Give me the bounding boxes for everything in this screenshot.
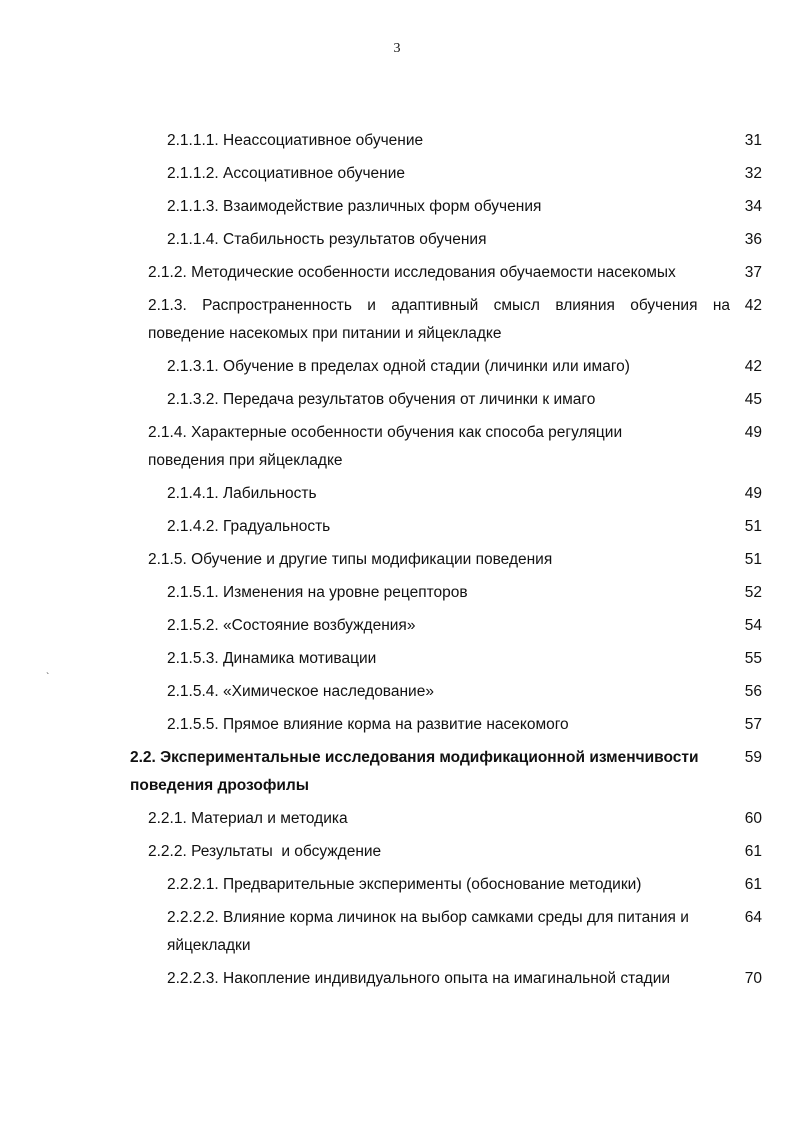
toc-entry[interactable]: [0, 805, 794, 833]
toc-section-entry[interactable]: [0, 744, 794, 800]
toc-entry-title: 2.1.5. Обучение и другие типы модификации поведения: [148, 551, 553, 568]
toc-entry[interactable]: [0, 904, 794, 960]
toc-entry[interactable]: [0, 259, 794, 287]
toc-entry-title: 2.1.3.1. Обучение в пределах одной стадии (личинки или имаго): [167, 358, 630, 375]
toc-entry-page: 36: [744, 231, 762, 248]
toc-entry-title: 2.1.4.1. Лабильность: [167, 485, 317, 502]
toc-entry-title: 2.2.2.3. Накопление индивидуального опыта на имагинальной стадии: [167, 970, 671, 987]
toc-entry-title: 2.1.4. Характерные особенности обучения как способа регуляции поведения при яйцекладке: [148, 424, 623, 469]
toc-entry-title: 2.1.2. Методические особенности исследования обучаемости насекомых: [148, 264, 676, 281]
toc-entry[interactable]: [0, 419, 794, 475]
toc-entry[interactable]: [0, 678, 794, 706]
toc-entry[interactable]: [0, 193, 794, 221]
toc-entry[interactable]: [0, 226, 794, 254]
toc-entry-page: 34: [744, 198, 762, 215]
toc-entry[interactable]: [0, 292, 794, 348]
toc-entry-title: 2.2.2.2. Влияние корма личинок на выбор самками среды для питания и яйцекладки: [167, 909, 689, 954]
toc-entry-page: 42: [744, 297, 762, 314]
toc-entry-page: 56: [744, 683, 762, 700]
toc-entry-title: 2.1.5.1. Изменения на уровне рецепторов: [167, 584, 468, 601]
toc-entry-page: 61: [744, 843, 762, 860]
toc-entry[interactable]: [0, 645, 794, 673]
toc-entry-page: 51: [744, 518, 762, 535]
toc-entry-title: 2.2.2.1. Предварительные эксперименты (обоснование методики): [167, 876, 642, 893]
toc-entry-page: 31: [744, 132, 762, 149]
toc-entry-title: 2.1.1.2. Ассоциативное обучение: [167, 165, 406, 182]
toc-entry[interactable]: [0, 127, 794, 155]
toc-entry-page: 59: [744, 749, 762, 766]
toc-entry-page: 42: [744, 358, 762, 375]
toc-entry[interactable]: [0, 579, 794, 607]
toc-entry-title: 2.1.5.4. «Химическое наследование»: [167, 683, 434, 700]
toc-entry-page: 61: [744, 876, 762, 893]
page-number: 3: [393, 41, 401, 56]
toc-entry-title: 2.1.4.2. Градуальность: [167, 518, 331, 535]
toc-entry[interactable]: [0, 546, 794, 574]
table-of-contents: [0, 127, 794, 998]
toc-entry-title: 2.1.3.2. Передача результатов обучения от личинки к имаго: [167, 391, 596, 408]
toc-entry[interactable]: [0, 353, 794, 381]
toc-entry-title: 2.2.1. Материал и методика: [148, 810, 348, 827]
toc-entry-page: 49: [744, 485, 762, 502]
scan-artifact-mark: `: [46, 672, 50, 683]
toc-entry-title: 2.1.1.4. Стабильность результатов обучения: [167, 231, 487, 248]
toc-entry-title: 2.2.2. Результаты и обсуждение: [148, 843, 382, 860]
toc-entry-page: 37: [744, 264, 762, 281]
toc-entry[interactable]: [0, 871, 794, 899]
toc-entry[interactable]: [0, 386, 794, 414]
toc-entry-page: 60: [744, 810, 762, 827]
toc-entry[interactable]: [0, 711, 794, 739]
toc-entry[interactable]: [0, 480, 794, 508]
toc-entry-title: 2.1.3. Распространенность и адаптивный смысл влияния обучения на поведение насекомых при питании и яйцекладке: [148, 297, 730, 342]
toc-entry-title: 2.1.5.3. Динамика мотивации: [167, 650, 377, 667]
toc-entry-page: 57: [744, 716, 762, 733]
toc-entry-page: 54: [744, 617, 762, 634]
toc-entry-page: 55: [744, 650, 762, 667]
toc-entry-page: 70: [744, 970, 762, 987]
toc-entry[interactable]: [0, 513, 794, 541]
toc-entry-title: 2.1.1.3. Взаимодействие различных форм обучения: [167, 198, 542, 215]
toc-entry-title: 2.1.1.1. Неассоциативное обучение: [167, 132, 424, 149]
toc-entry-title: 2.1.5.2. «Состояние возбуждения»: [167, 617, 416, 634]
toc-entry-page: 64: [744, 909, 762, 926]
toc-entry-title: 2.1.5.5. Прямое влияние корма на развитие насекомого: [167, 716, 569, 733]
toc-entry[interactable]: [0, 965, 794, 993]
toc-entry[interactable]: [0, 838, 794, 866]
toc-entry-page: 49: [744, 424, 762, 441]
toc-entry-page: 52: [744, 584, 762, 601]
toc-entry-page: 32: [744, 165, 762, 182]
toc-entry-page: 45: [744, 391, 762, 408]
toc-entry-title: 2.2. Экспериментальные исследования модификационной изменчивости поведения дрозофилы: [130, 749, 699, 794]
toc-entry-page: 51: [744, 551, 762, 568]
toc-entry[interactable]: [0, 160, 794, 188]
toc-entry[interactable]: [0, 612, 794, 640]
